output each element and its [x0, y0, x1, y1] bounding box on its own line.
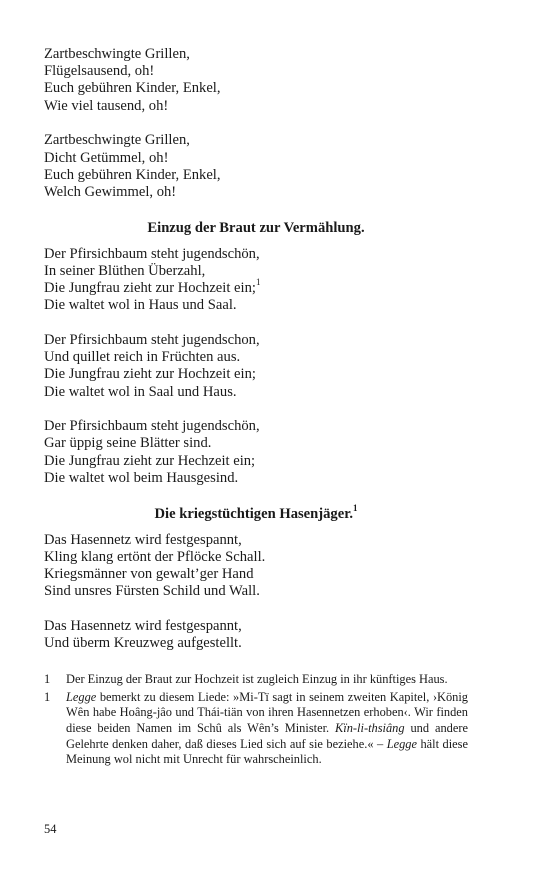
verse-line: In seiner Blüthen Überzahl, — [44, 262, 206, 279]
verse-line-text: Die Jungfrau zieht zur Hochzeit ein; — [44, 280, 256, 297]
verse-line: Das Hasennetz wird festgespannt, — [44, 617, 242, 634]
verse-line: Die Jungfrau zieht zur Hechzeit ein; — [44, 452, 256, 469]
footnote-text — [66, 690, 468, 768]
poem-title-hunters — [44, 502, 468, 523]
poem-title-bridal: Einzug der Braut zur Vermählung. — [147, 219, 365, 236]
page-number: 54 — [44, 822, 57, 836]
verse-line: Flügelsausend, oh! — [44, 63, 155, 80]
verse-line: Wie viel tausend, oh! — [44, 97, 169, 114]
verse-line: Und überm Kreuzweg aufgestellt. — [44, 635, 242, 652]
verse-line: Der Pfirsichbaum steht jugendschön, — [44, 245, 260, 262]
verse-line: Welch Gewimmel, oh! — [44, 183, 177, 200]
footnote-text-part: und andere Gelehrte denken daher, daß dieses Lied sich auf sie beziehe.« – — [66, 721, 468, 751]
author-name: Legge — [66, 689, 97, 704]
footnote-marker: 1 — [255, 277, 261, 288]
footnote-number: 1 — [44, 672, 51, 687]
scholar-name: Kïn-li-thsiâng — [335, 721, 405, 736]
stanza-hunters-2 — [44, 618, 468, 652]
verse-line: Die Jungfrau zieht zur Hochzeit ein; — [44, 366, 256, 383]
footnote-number: 1 — [44, 689, 51, 704]
verse-line — [44, 277, 468, 297]
footnote-1 — [44, 672, 468, 688]
poem-title-text: Die kriegstüchtigen Hasenjäger. — [154, 505, 353, 522]
footnotes — [44, 672, 468, 768]
verse-line: Kriegsmänner von gewalt’ger Hand — [44, 565, 254, 582]
verse-line: Der Pfirsichbaum steht jugendschon, — [44, 331, 260, 348]
footnote-marker: 1 — [352, 502, 358, 513]
footnote-text-part: hält diese Meinung wol nicht mit Unrecht für wahrscheinlich. — [66, 736, 469, 767]
stanza-bridal-3 — [44, 418, 468, 487]
footnote-2 — [44, 690, 468, 768]
stanza-hunters-1 — [44, 532, 468, 601]
stanza-bridal-2 — [44, 332, 468, 401]
verse-line: Der Pfirsichbaum steht jugendschön, — [44, 418, 260, 435]
page-body — [44, 46, 468, 770]
verse-line: Zartbeschwingte Grillen, — [44, 132, 190, 149]
stanza-intro-2 — [44, 132, 468, 201]
verse-line: Dicht Getümmel, oh! — [44, 149, 169, 166]
verse-line: Zartbeschwingte Grillen, — [44, 46, 190, 62]
stanza-bridal-1 — [44, 246, 468, 315]
stanza-intro-1 — [44, 46, 468, 115]
verse-line: Gar üppig seine Blätter sind. — [44, 435, 212, 452]
verse-line: Sind unsres Fürsten Schild und Wall. — [44, 583, 260, 600]
verse-line: Kling klang ertönt der Pflöcke Schall. — [44, 548, 266, 565]
verse-line: Euch gebühren Kinder, Enkel, — [44, 166, 221, 183]
verse-line: Euch gebühren Kinder, Enkel, — [44, 80, 221, 97]
author-name: Legge — [386, 736, 417, 751]
verse-line: Das Hasennetz wird festgespannt, — [44, 531, 242, 548]
verse-line: Die waltet wol in Saal und Haus. — [44, 383, 237, 400]
verse-line: Und quillet reich in Früchten aus. — [44, 349, 241, 366]
footnote-text-part: bemerkt zu diesem Liede: »Mi-Tï sagt in seinem zweiten Kapitel, ›König Wên habe Hoâng-jâo und Thái-tiän von ihren Hasennetzen erhoben‹. Wir finden diese beiden Namen im Schû als Wên’s Minister. — [66, 689, 468, 736]
verse-line: Die waltet wol in Haus und Saal. — [44, 297, 237, 314]
footnote-text: Der Einzug der Braut zur Hochzeit ist zugleich Einzug in ihr künftiges Haus. — [66, 672, 448, 687]
verse-line: Die waltet wol beim Hausgesind. — [44, 469, 239, 486]
